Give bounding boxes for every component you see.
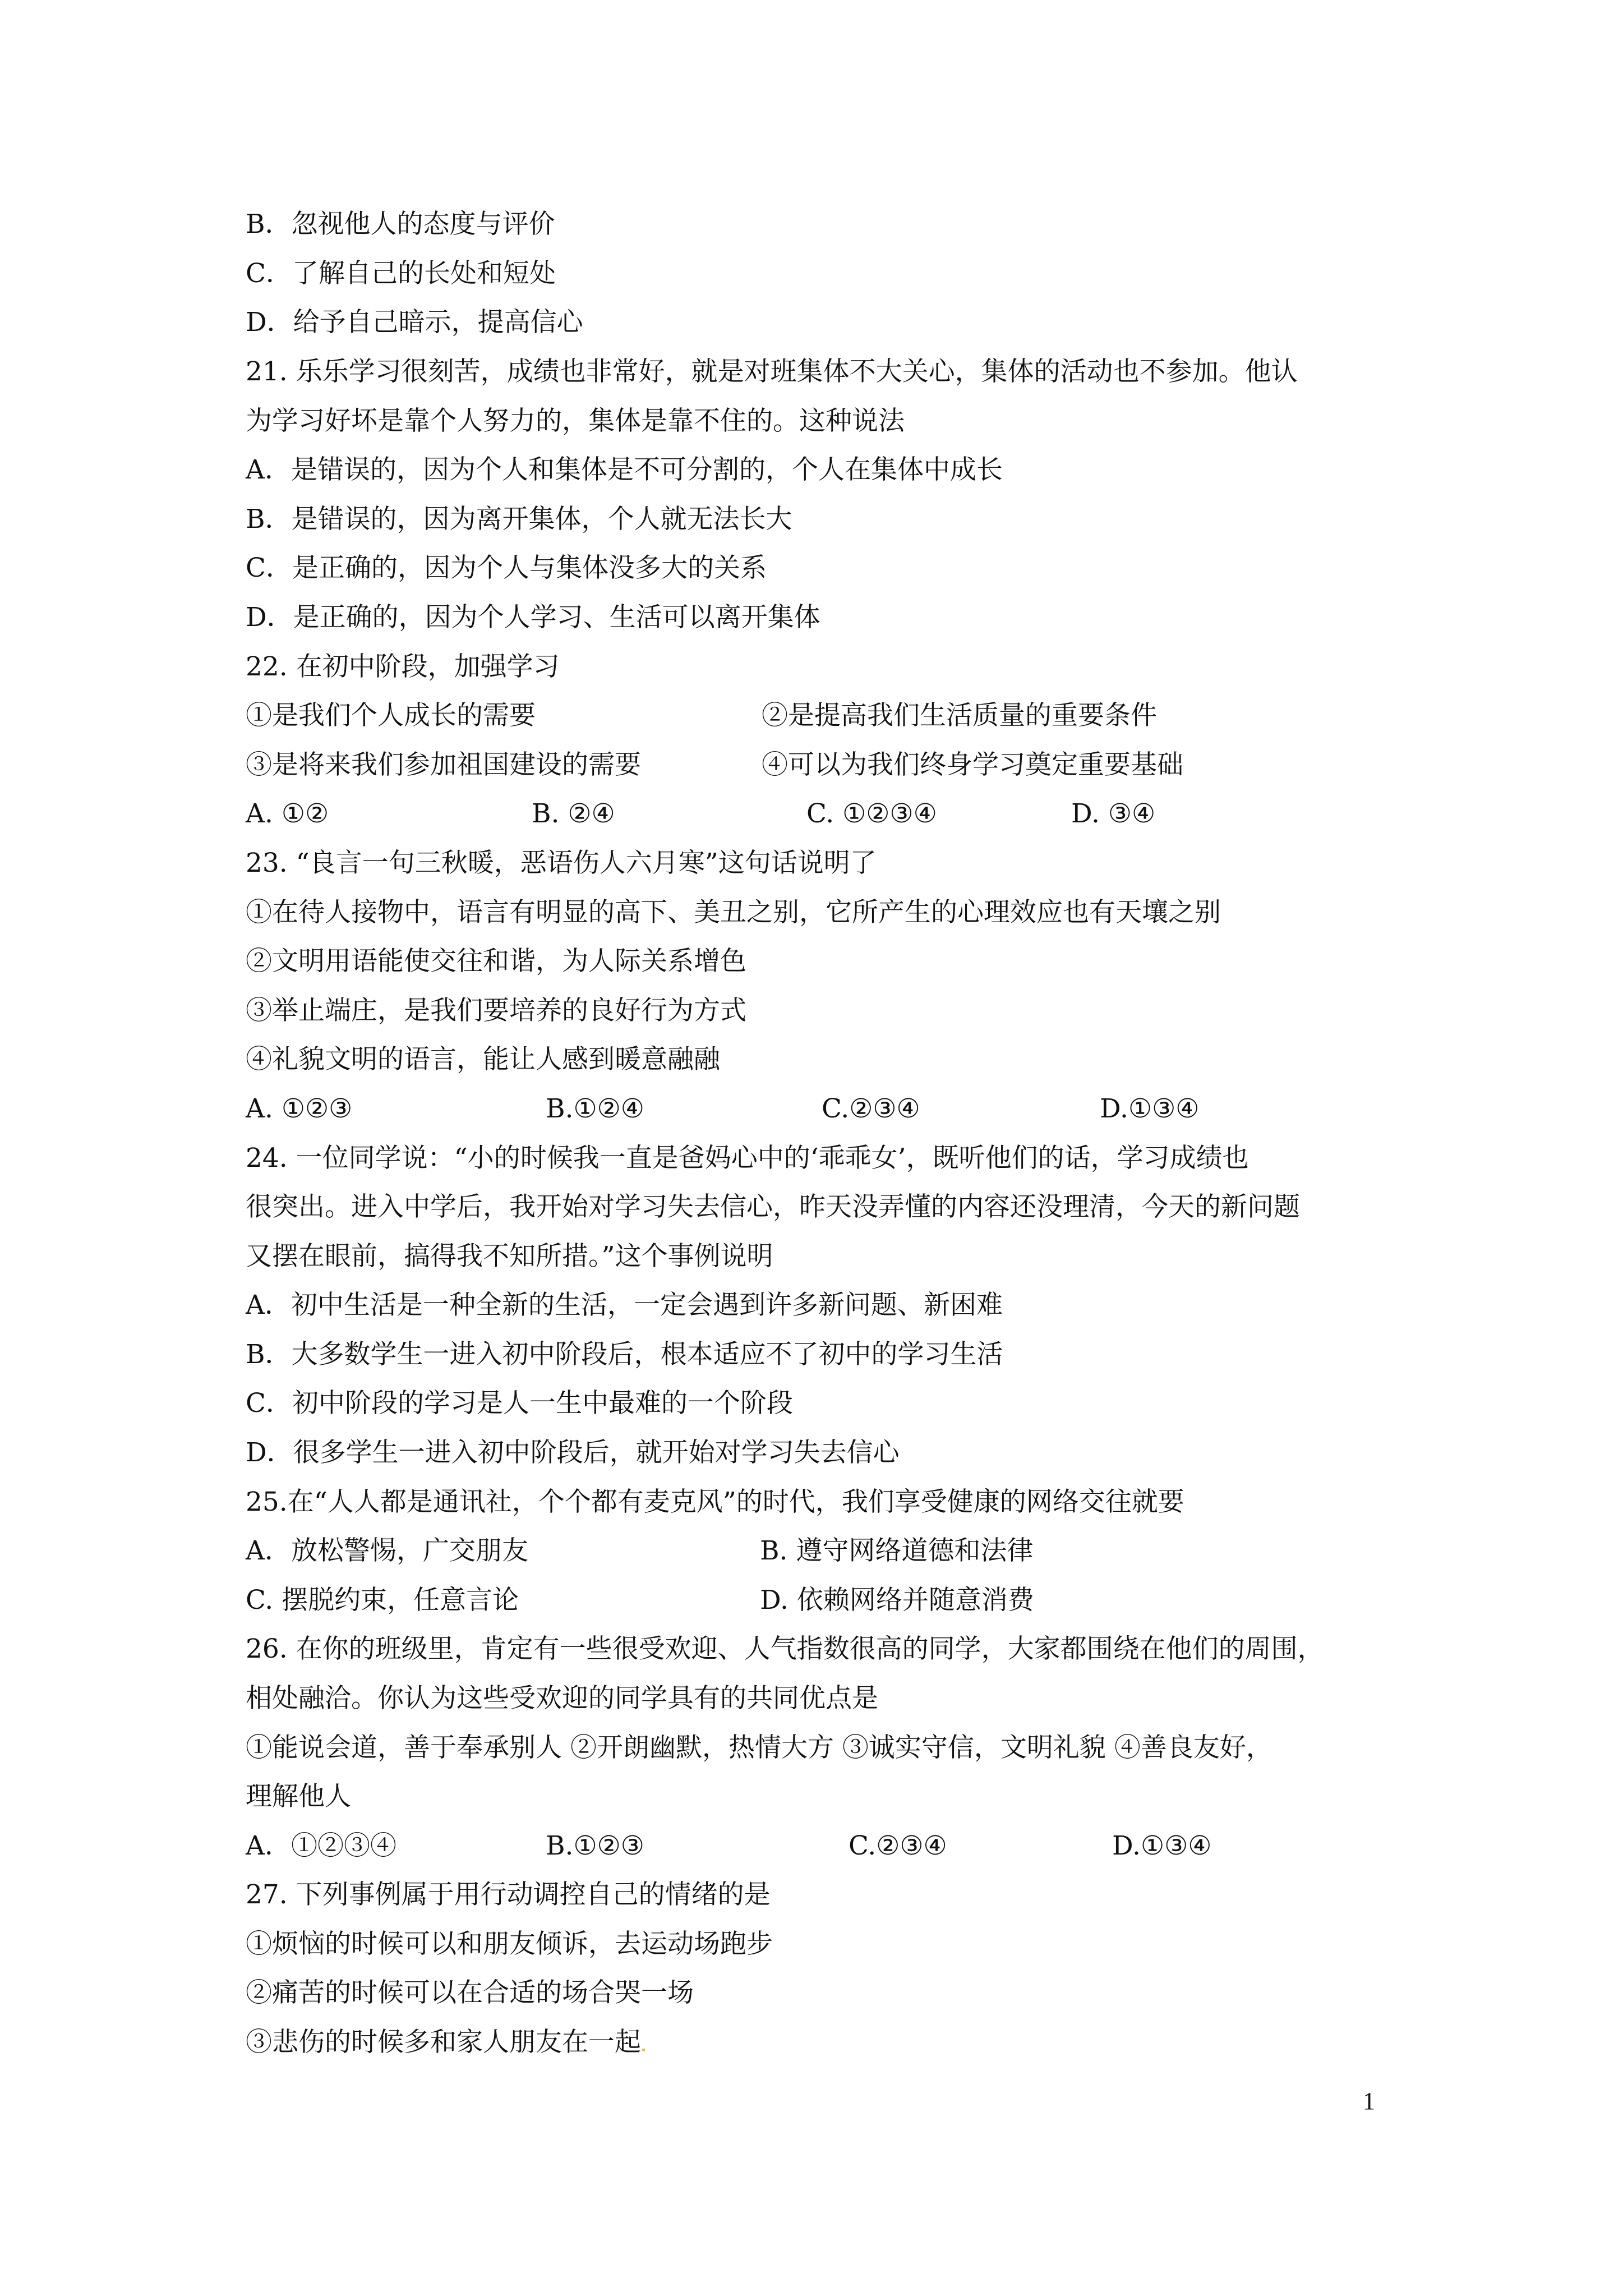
q26-statements-line1: ①能说会道，善于奉承别人 ②开朗幽默，热情大方 ③诚实守信，文明礼貌 ④善良友好， [246,1732,1272,1763]
q22-option-a: A. ①② [246,798,329,829]
q24-option-d: D．很多学生一进入初中阶段后，就开始对学习失去信心 [246,1437,900,1468]
q20-option-b: B．忽视他人的态度与评价 [246,209,555,240]
q25-option-d: D. 依赖网络并随意消费 [760,1585,1034,1616]
q24-option-c: C．初中阶段的学习是人一生中最难的一个阶段 [246,1388,793,1419]
q22-statement-4: ④可以为我们终身学习奠定重要基础 [762,749,1183,780]
q26-stem-line2: 相处融洽。你认为这些受欢迎的同学具有的共同优点是 [246,1683,878,1714]
q24-option-a: A．初中生活是一种全新的生活，一定会遇到许多新问题、新困难 [246,1290,1003,1320]
q27-statement-3: ③悲伤的时候多和家人朋友在一起 [246,2027,641,2058]
q21-option-d: D．是正确的，因为个人学习、生活可以离开集体 [246,602,820,633]
q26-statements-line2: 理解他人 [246,1781,351,1812]
q22-option-b: B. ②④ [532,798,615,829]
q22-statement-1: ①是我们个人成长的需要 [246,700,536,731]
scan-mark [642,2049,645,2051]
q22-option-c: C. ①②③④ [806,798,937,829]
q20-option-c: C．了解自己的长处和短处 [246,258,556,289]
q23-option-b: B.①②④ [546,1093,644,1124]
q24-option-b: B．大多数学生一进入初中阶段后，根本适应不了初中的学习生活 [246,1339,1003,1370]
q22-statement-2: ②是提高我们生活质量的重要条件 [762,700,1157,731]
q22-option-d: D. ③④ [1071,798,1156,829]
q21-stem-line2: 为学习好坏是靠个人努力的，集体是靠不住的。这种说法 [246,406,905,436]
q23-statement-1: ①在待人接物中，语言有明显的高下、美丑之别，它所产生的心理效应也有天壤之别 [246,897,1221,928]
q25-option-a: A．放松警惕，广交朋友 [246,1535,528,1566]
q27-statement-3-row [246,2026,1423,2059]
q23-option-d: D.①③④ [1100,1093,1200,1124]
q22-stem: 22. 在初中阶段，加强学习 [246,651,560,682]
q26-option-c: C.②③④ [849,1830,947,1861]
q21-stem-line1: 21. 乐乐学习很刻苦，成绩也非常好，就是对班集体不大关心，集体的活动也不参加。他认 [246,356,1298,387]
page-number: 1 [1363,2087,1375,2115]
q24-stem-line3: 又摆在眼前，搞得我不知所措。”这个事例说明 [246,1241,773,1272]
q21-option-c: C．是正确的，因为个人与集体没多大的关系 [246,553,767,583]
q23-statement-3: ③举止端庄，是我们要培养的良好行为方式 [246,995,746,1026]
q26-option-a: A．①②③④ [246,1830,396,1861]
q23-statement-2: ②文明用语能使交往和谐，为人际关系增色 [246,946,746,977]
q24-stem-line2: 很突出。进入中学后，我开始对学习失去信心，昨天没弄懂的内容还没理清，今天的新问题 [246,1191,1300,1222]
q23-statement-4: ④礼貌文明的语言，能让人感到暖意融融 [246,1044,720,1075]
q26-option-b: B.①②③ [546,1830,644,1861]
q22-statement-3: ③是将来我们参加祖国建设的需要 [246,749,641,780]
q21-option-a: A．是错误的，因为个人和集体是不可分割的，个人在集体中成长 [246,454,1003,485]
q26-stem-line1: 26. 在你的班级里，肯定有一些很受欢迎、人气指数很高的同学，大家都围绕在他们的周围， [246,1634,1324,1664]
q25-stem: 25.在“人人都是通讯社，个个都有麦克风”的时代，我们享受健康的网络交往就要 [246,1487,1184,1517]
q27-statement-1: ①烦恼的时候可以和朋友倾诉，去运动场跑步 [246,1929,773,1959]
q20-option-d: D．给予自己暗示，提高信心 [246,307,583,338]
q24-stem-line1: 24. 一位同学说：“小的时候我一直是爸妈心中的‘乖乖女’，既听他们的话，学习成绩也 [246,1143,1249,1174]
q25-option-c: C. 摆脱约束，任意言论 [246,1585,519,1616]
q25-option-b: B. 遵守网络道德和法律 [760,1535,1034,1566]
q21-option-b: B．是错误的，因为离开集体，个人就无法长大 [246,504,792,535]
q27-statement-2: ②痛苦的时候可以在合适的场合哭一场 [246,1977,694,2008]
q23-option-c: C.②③④ [822,1093,920,1124]
q23-stem: 23. “良言一句三秋暖，恶语伤人六月寒”这句话说明了 [246,848,877,878]
q26-option-d: D.①③④ [1112,1830,1212,1861]
q23-option-a: A. ①②③ [246,1093,353,1124]
q27-stem: 27. 下列事例属于用行动调控自己的情绪的是 [246,1879,771,1910]
